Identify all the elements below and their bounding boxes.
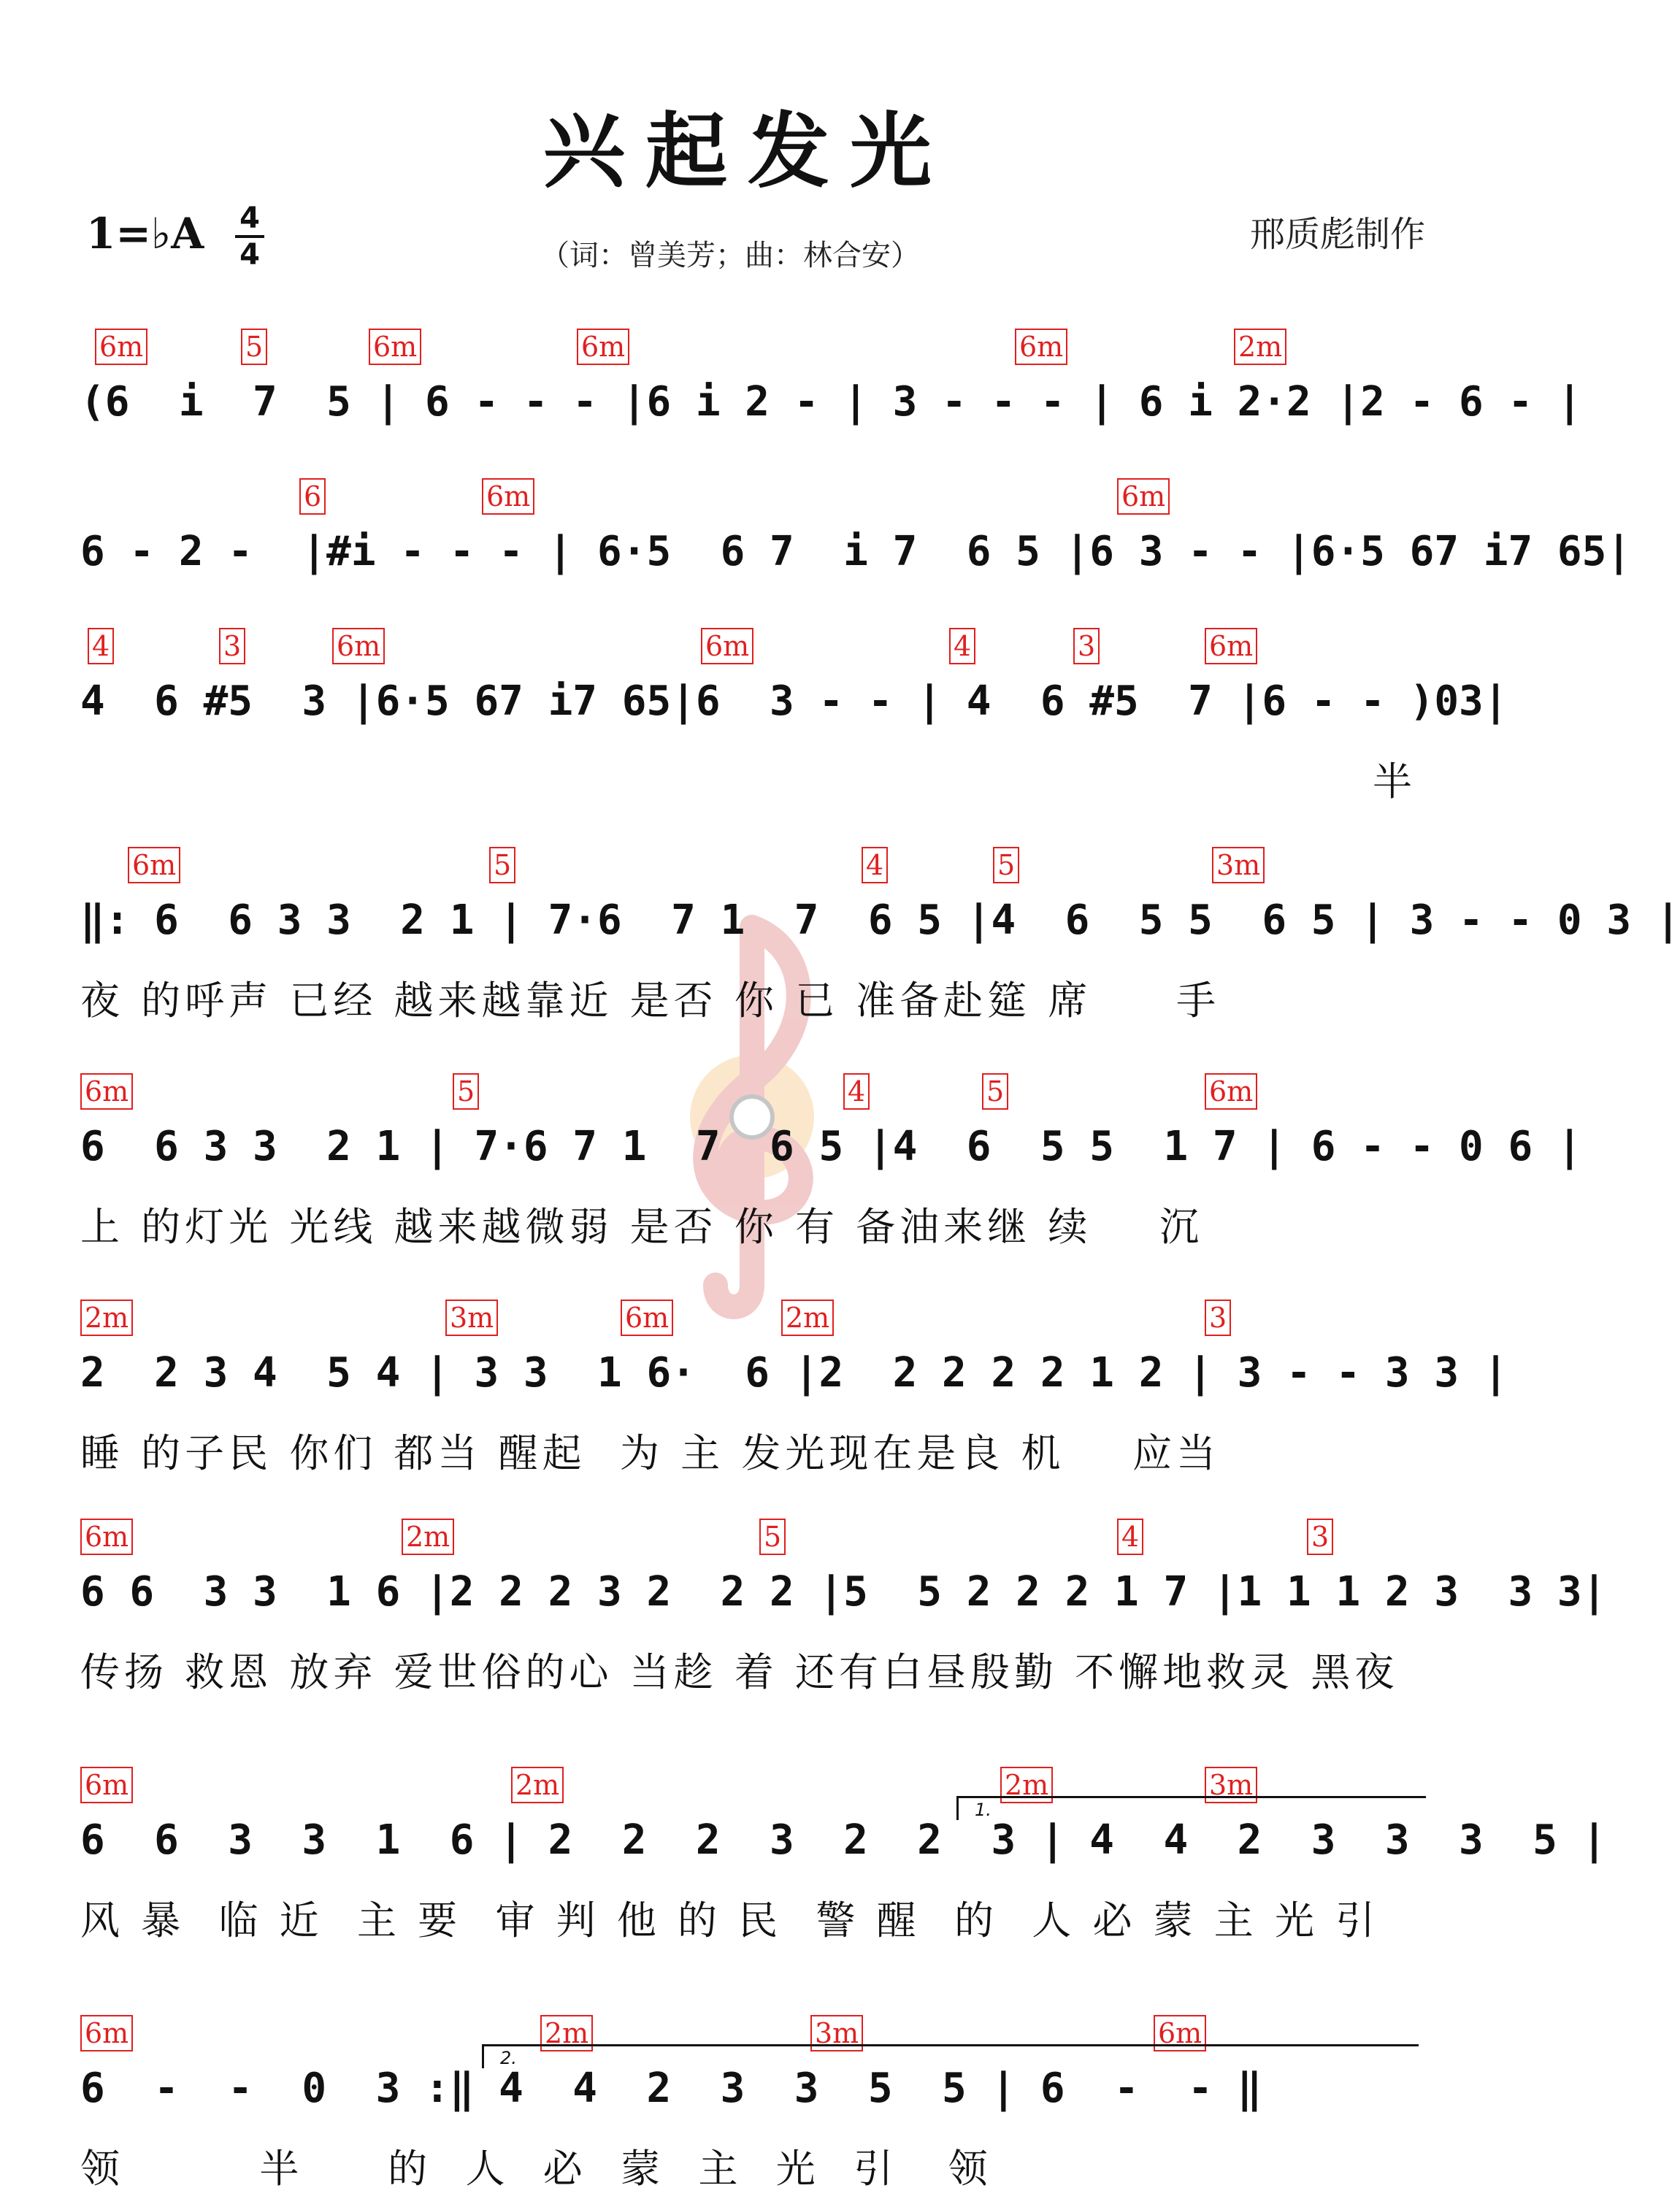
chord-label: 2m	[540, 2015, 593, 2051]
chord-label: 4	[88, 628, 114, 664]
credit-line: （词：曾美芳；曲：林合安）	[540, 239, 920, 272]
chord-label: 6	[299, 478, 326, 515]
chord-label: 6m	[1117, 478, 1170, 515]
chord-label: 3m	[445, 1300, 498, 1336]
chord-label: 6m	[482, 478, 534, 515]
chord-label: 3m	[1205, 1767, 1257, 1803]
lyric-row: 领 半 的 人 必 蒙 主 光 引 领	[80, 2146, 992, 2192]
chord-label: 6m	[80, 1073, 133, 1110]
volta-bracket	[956, 1796, 1426, 1820]
chord-label: 6m	[701, 628, 753, 664]
notation-row: 6 6 3 3 1 6 | 2 2 2 3 2 2 3 | 4 4 2 3 3 3 5 |	[80, 1816, 1607, 1864]
chord-label: 6m	[1205, 628, 1257, 664]
lyric-row: 传扬 救恩 放弃 爱世俗的心 当趁 着 还有白昼殷勤 不懈地救灵 黑夜	[80, 1649, 1399, 1695]
volta-number: 2.	[500, 2048, 517, 2068]
meter-top: 4	[239, 201, 260, 235]
chord-label: 6m	[95, 329, 147, 365]
chord-label: 2m	[1000, 1767, 1053, 1803]
notation-row: 2 2 3 4 5 4 | 3 3 1 6· 6 |2 2 2 2 2 1 2 | 3 - - 3 3 |	[80, 1349, 1508, 1397]
lyric-row: 上 的灯光 光线 越来越微弱 是否 你 有 备油来继 续 沉	[80, 1204, 1203, 1250]
chord-label: 4	[862, 847, 888, 883]
chord-label: 6m	[577, 329, 629, 365]
notation-row: 6 6 3 3 2 1 | 7·6 7 1 7 6 5 |4 6 5 5 1 7 | 6 - - 0 6 |	[80, 1123, 1582, 1170]
chord-label: 6m	[1154, 2015, 1206, 2051]
chord-label: 2m	[1234, 329, 1286, 365]
chord-label: 5	[241, 329, 267, 365]
notation-row: (6 i 7 5 | 6 - - - |6 i 2 - | 3 - - - | 6 i 2·2 |2 - 6 - |	[80, 378, 1582, 426]
chord-label: 3	[1307, 1519, 1333, 1555]
lyric-row: 夜 的呼声 已经 越来越靠近 是否 你 已 准备赴筵 席 手	[80, 978, 1221, 1024]
chord-label: 2m	[402, 1519, 454, 1555]
maker-credit: 邢质彪制作	[1249, 214, 1425, 255]
chord-label: 5	[453, 1073, 479, 1110]
chord-label: 3	[1205, 1300, 1231, 1336]
lyric-row: 风 暴 临 近 主 要 审 判 他 的 民 警 醒 的 人 必 蒙 主 光 引	[80, 1897, 1380, 1943]
notation-row: 6 - 2 - |#i - - - | 6·5 6 7 i 7 6 5 |6 3 - - |6·5 67 i7 65|	[80, 528, 1632, 575]
chord-label: 4	[949, 628, 975, 664]
notation-row: 6 6 3 3 1 6 |2 2 2 3 2 2 2 |5 5 2 2 2 1 7 |1 1 1 2 3 3 3|	[80, 1568, 1607, 1616]
chord-label: 3	[219, 628, 245, 664]
key-signature	[86, 209, 204, 258]
chord-label: 5	[982, 1073, 1008, 1110]
chord-label: 6m	[369, 329, 421, 365]
chord-label: 6m	[128, 847, 180, 883]
time-signature	[235, 203, 264, 270]
chord-label: 6m	[80, 2015, 133, 2051]
chord-label: 6m	[80, 1519, 133, 1555]
chord-label: 3m	[1212, 847, 1265, 883]
lyric-row: 睡 的子民 你们 都当 醒起 为 主 发光现在是良 机 应当	[80, 1430, 1221, 1476]
meter-bottom: 4	[239, 238, 260, 272]
chord-label: 2m	[511, 1767, 564, 1803]
chord-label: 6m	[80, 1767, 133, 1803]
chord-label: 4	[843, 1073, 870, 1110]
treble-clef-watermark-icon	[643, 905, 862, 1314]
chord-label: 3m	[810, 2015, 863, 2051]
notation-row: 4 6 #5 3 |6·5 67 i7 65|6 3 - - | 4 6 #5 7 |6 - - )03|	[80, 678, 1508, 725]
notation-row: ‖: 6 6 3 3 2 1 | 7·6 7 1 7 6 5 |4 6 5 5 6 5 | 3 - - 0 3 |	[80, 897, 1680, 944]
chord-label: 5	[759, 1519, 786, 1555]
chord-label: 3	[1073, 628, 1100, 664]
volta-bracket	[482, 2044, 1419, 2068]
chord-label: 5	[993, 847, 1019, 883]
lyric-row: 半	[1373, 759, 1412, 805]
chord-label: 2m	[80, 1300, 133, 1336]
chord-label: 6m	[1205, 1073, 1257, 1110]
chord-label: 6m	[332, 628, 385, 664]
chord-label: 6m	[1015, 329, 1067, 365]
key-label: 1=♭A	[86, 209, 204, 258]
chord-label: 2m	[781, 1300, 834, 1336]
chord-label: 6m	[621, 1300, 673, 1336]
song-title: 兴起发光	[543, 104, 952, 199]
volta-number: 1.	[975, 1800, 991, 1820]
chord-label: 5	[489, 847, 515, 883]
notation-row: 6 - - 0 3 :‖ 4 4 2 3 3 5 5 | 6 - - ‖	[80, 2065, 1262, 2112]
chord-label: 4	[1117, 1519, 1143, 1555]
